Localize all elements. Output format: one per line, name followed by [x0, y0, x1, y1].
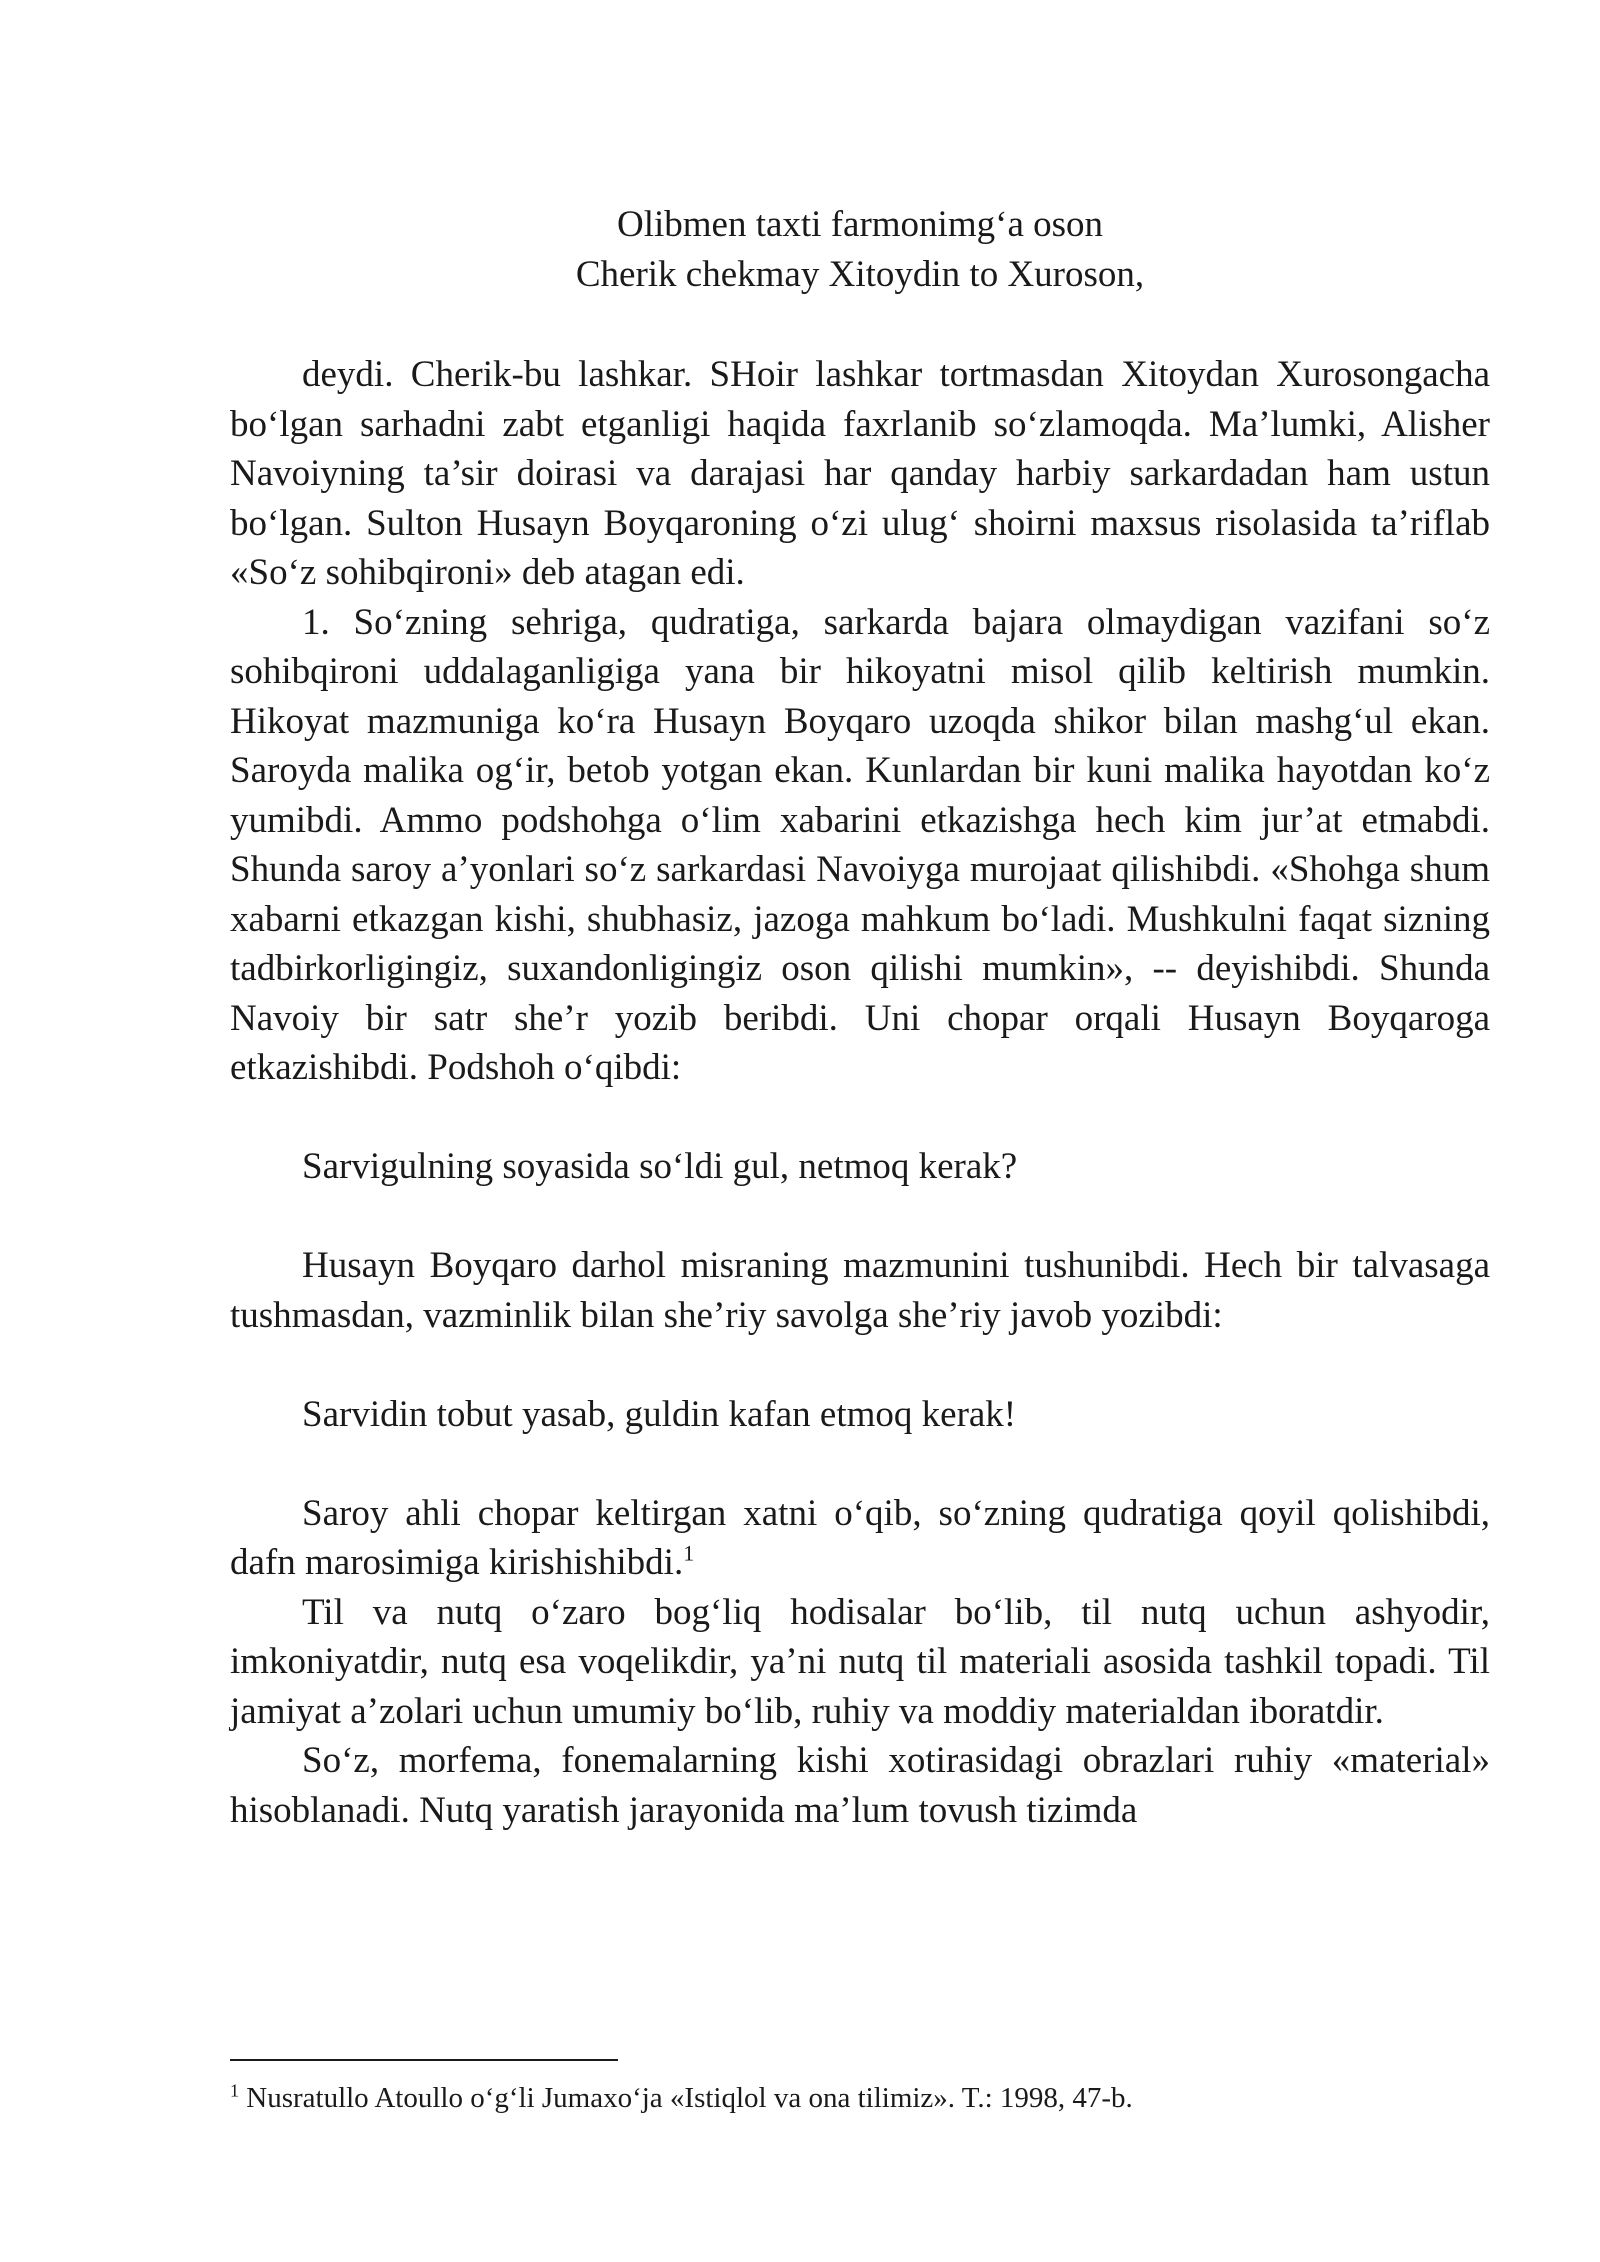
footnote-reference[interactable]: 1 [683, 1540, 695, 1566]
paragraph-2: 1. So‘zning sehriga, qudratiga, sarkarda bajara olmaydigan vazifani so‘z sohibqironi uddalaganligiga yana bir hikoyatni misol qilib keltirish mumkin. Hikoyat mazmuniga ko‘ra Husayn Boyqaro uzoqda shikor bilan mashg‘ul ekan. Saroyda malika og‘ir, betob yotgan ekan. Kunlardan bir kuni malika hayotdan ko‘z yumibdi. Ammo podshohga o‘lim xabarini etkazishga hech kim jur’at etmabdi. Shunda saroy a’yonlari so‘z sarkardasi Navoiyga murojaat qilishibdi. «Shohga shum xabarni etkazgan kishi, shubhasiz, jazoga mahkum bo‘ladi. Mushkulni faqat sizning tadbirkorligingiz, suxandonligingiz oson qilishi mumkin», -- deyishibdi. Shunda Navoiy bir satr she’r yozib beribdi. Uni chopar orqali Husayn Boyqaroga etkazishibdi. Podshoh o‘qibdi: [230, 601, 1490, 1088]
verse-line-2: Cherik chekmay Xitoydin to Xuroson, [575, 254, 1145, 295]
paragraph-5: Til va nutq o‘zaro bog‘liq hodisalar bo‘lib, til nutq uchun ashyodir, imkoniyatdir, nutq esa voqelikdir, ya’ni nutq til materiali asosida tashkil topadi. Til jamiyat a’zolari uchun umumiy bo‘lib, ruhiy va moddiy materialdan iboratdir. [230, 1591, 1490, 1732]
verse-boyqaro: Sarvidin tobut yasab, guldin kafan etmoq kerak! [302, 1393, 1017, 1435]
footnote-marker: 1 [230, 2080, 239, 2101]
footnote-text: Nusratullo Atoullo o‘g‘li Jumaxo‘ja «Istiqlol va ona tilimiz». T.: 1998, 47-b. [239, 2082, 1133, 2114]
footnote-separator [230, 2059, 618, 2061]
paragraph-3: Husayn Boyqaro darhol misraning mazmunini tushunibdi. Hech bir talvasaga tushmasdan, vazminlik bilan she’riy savolga she’riy javob yozibdi: [230, 1245, 1490, 1336]
paragraph-1: deydi. Cherik-bu lashkar. SHoir lashkar tortmasdan Xitoydan Xurosongacha bo‘lgan sarhadni zabt etganligi haqida faxrlanib so‘zlamoqda. Ma’lumki, Alisher Navoiyning ta’sir doirasi va darajasi har qanday harbiy sarkardadan ham ustun bo‘lgan. Sulton Husayn Boyqaroning o‘zi ulug‘ shoirni maxsus risolasida ta’riflab «So‘z sohibqironi» deb atagan edi. [230, 354, 1490, 593]
paragraph-6: So‘z, morfema, fonemalarning kishi xotirasidagi obrazlari ruhiy «material» hisoblanadi. Nutq yaratish jarayonida ma’lum tovush tizimda [230, 1740, 1490, 1831]
document-page [230, 200, 1490, 1835]
verse-navoiy: Sarvigulning soyasida so‘ldi gul, netmoq kerak? [302, 1146, 1018, 1187]
footnote [230, 2080, 1490, 2116]
verse-line-1: Olibmen taxti farmonimg‘a oson [616, 204, 1104, 245]
paragraph-4-text: Saroy ahli chopar keltirgan xatni o‘qib, so‘zning qudratiga qoyil qolishibdi, dafn marosimiga kirishishibdi. [230, 1492, 1490, 1583]
paragraph-4 [230, 1489, 1490, 1588]
opening-verse [230, 200, 1490, 300]
